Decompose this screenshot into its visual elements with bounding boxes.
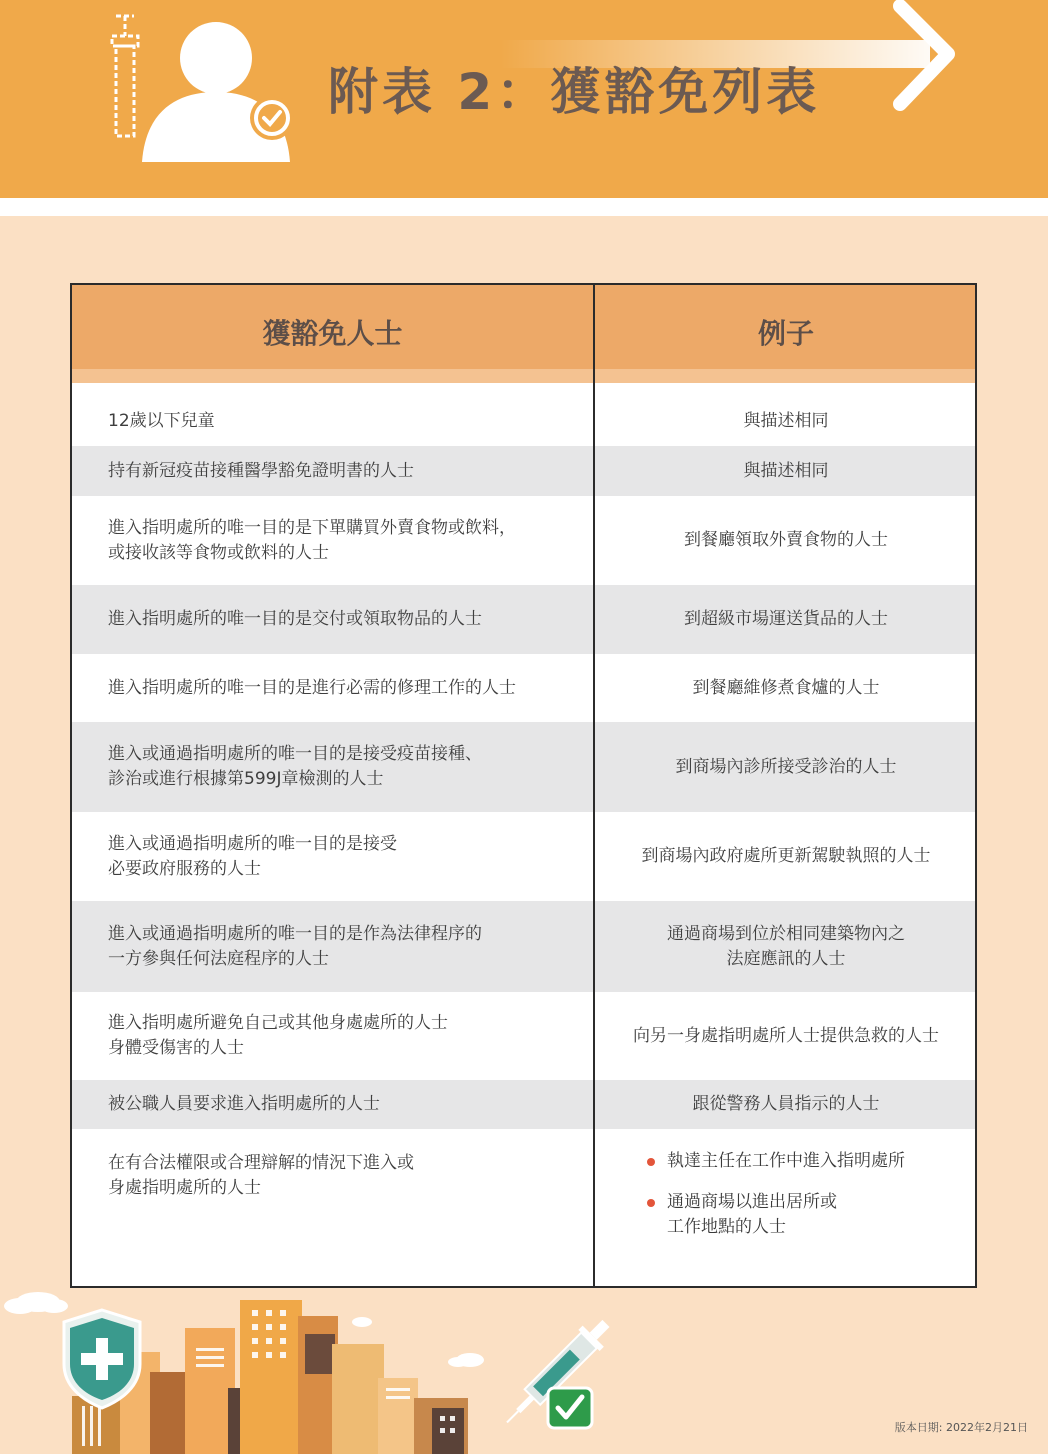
syringe-check-icon <box>496 1313 616 1433</box>
header-divider <box>0 198 1048 216</box>
table-row <box>72 901 975 992</box>
example-cell: 到餐廳維修煮食爐的人士 <box>692 677 880 698</box>
example-cell: 跟從警務人員指示的人士 <box>692 1094 880 1114</box>
example-bullet-list <box>645 1149 905 1256</box>
bullet-dot-icon <box>647 1158 655 1166</box>
table-row <box>72 654 975 722</box>
table-row <box>72 1129 975 1288</box>
person-cell: 進入或通過指明處所的唯一目的是接受疫苗接種、 診治或進行根據第599J章檢測的人士 <box>108 744 482 789</box>
example-cell: 與描述相同 <box>743 460 829 481</box>
example-cell: 向另一身處指明處所人士提供急救的人士 <box>633 1025 939 1046</box>
person-cell: 進入或通過指明處所的唯一目的是接受 必要政府服務的人士 <box>108 833 397 879</box>
table-row <box>72 1080 975 1129</box>
person-cell: 進入指明處所的唯一目的是交付或領取物品的人士 <box>108 609 482 629</box>
example-cell: 通過商場到位於相同建築物內之 法庭應訊的人士 <box>667 923 905 969</box>
table-row <box>72 585 975 654</box>
table-row <box>72 722 975 812</box>
table-header <box>72 285 975 383</box>
example-cell: 與描述相同 <box>743 411 829 431</box>
example-cell: 到商場內政府處所更新駕駛執照的人士 <box>641 846 931 866</box>
bullet-dot-icon <box>647 1199 655 1207</box>
example-cell: 到超級市場運送貨品的人士 <box>684 609 888 629</box>
table-row <box>72 992 975 1080</box>
example-cell: 到商場內診所接受診治的人士 <box>675 756 897 777</box>
city-skyline-illustration <box>0 1288 1048 1454</box>
header-banner <box>0 0 1048 198</box>
list-item: 通過商場以進出居所或 工作地點的人士 <box>645 1190 905 1240</box>
table-row <box>72 812 975 901</box>
column-header-person: 獲豁免人士 <box>262 317 403 350</box>
person-cell: 進入指明處所的唯一目的是下單購買外賣食物或飲料， 或接收該等食物或飲料的人士 <box>108 517 516 563</box>
person-cell: 進入或通過指明處所的唯一目的是作為法律程序的 一方參與任何法庭程序的人士 <box>108 923 482 969</box>
person-cell: 被公職人員要求進入指明處所的人士 <box>108 1094 380 1114</box>
table-row <box>72 397 975 446</box>
page-title: 附表 2：獲豁免列表 <box>328 63 821 121</box>
table-row <box>72 446 975 496</box>
person-cell: 進入指明處所避免自己或其他身處處所的人士 身體受傷害的人士 <box>108 1013 448 1058</box>
example-cell: 到餐廳領取外賣食物的人士 <box>684 530 888 550</box>
column-divider <box>593 285 595 1286</box>
person-cell: 持有新冠疫苗接種醫學豁免證明書的人士 <box>108 460 414 481</box>
person-cell: 12歲以下兒童 <box>108 411 215 431</box>
person-cell: 在有合法權限或合理辯解的情況下進入或 身處指明處所的人士 <box>108 1153 414 1198</box>
list-item: 執達主任在工作中進入指明處所 <box>645 1149 905 1174</box>
person-cell: 進入指明處所的唯一目的是進行必需的修理工作的人士 <box>108 677 516 698</box>
exemption-table <box>70 283 977 1288</box>
person-check-icon <box>100 10 300 170</box>
table-row <box>72 496 975 585</box>
column-header-example: 例子 <box>757 317 814 350</box>
version-date: 版本日期: 2022年2月21日 <box>894 1421 1028 1434</box>
